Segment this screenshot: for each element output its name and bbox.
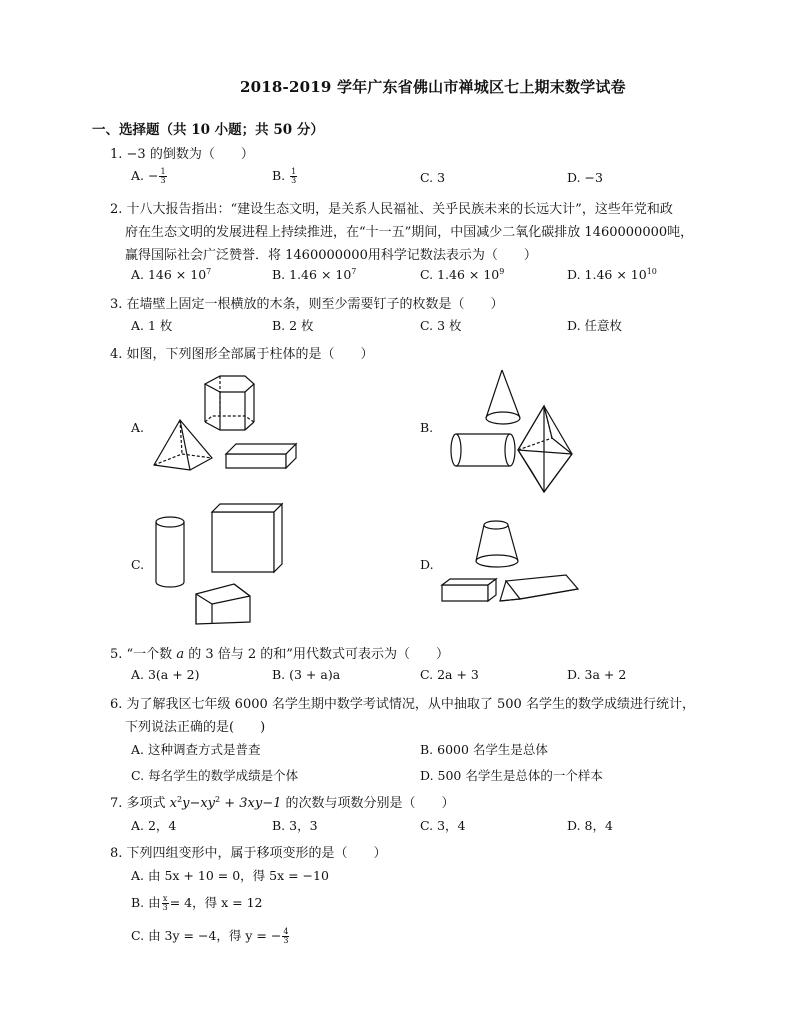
question-3-option-d[interactable]: D. 任意枚 xyxy=(567,318,623,333)
question-8-stem: 8. 下列四组变形中，属于移项变形的是（ ） xyxy=(110,846,387,861)
question-3-option-a[interactable]: A. 1 枚 xyxy=(131,318,173,333)
stem-text: 7. 多项式 xyxy=(110,796,170,811)
exponent: 9 xyxy=(499,267,505,276)
exponent: 10 xyxy=(646,267,657,276)
figure-b-solids xyxy=(440,368,590,488)
question-4-stem: 4. 如图，下列图形全部属于柱体的是（ ） xyxy=(110,347,374,362)
cuboid-shape xyxy=(442,579,496,601)
polynomial-term: x xyxy=(169,796,178,811)
cylinder-shape xyxy=(156,517,184,587)
question-1-option-c[interactable]: C. 3 xyxy=(420,170,446,185)
question-5-stem xyxy=(110,643,449,662)
option-label: B. xyxy=(272,168,290,183)
cuboid-shape xyxy=(226,444,296,468)
cone-shape xyxy=(486,370,520,424)
slanted-prism-shape xyxy=(500,575,578,601)
question-4-option-c[interactable]: C. xyxy=(131,557,145,572)
question-1-option-b[interactable] xyxy=(272,168,298,185)
polynomial-term: + 3xy−1 xyxy=(220,796,282,811)
exponent: 2 xyxy=(215,795,221,804)
fraction xyxy=(282,928,289,945)
question-1-option-a[interactable] xyxy=(131,168,168,185)
figure-a-solids xyxy=(150,370,300,480)
question-7-stem xyxy=(110,792,455,811)
variable: a xyxy=(176,647,185,662)
cylinder-shape xyxy=(451,434,515,466)
numerator: x xyxy=(162,894,168,903)
question-3-stem: 3. 在墙壁上固定一根横放的木条，则至少需要钉子的枚数是（ ） xyxy=(110,297,504,312)
question-2-option-c[interactable] xyxy=(420,267,504,282)
stem-text: 的 3 倍与 2 的和”用代数式可表示为（ ） xyxy=(184,647,449,662)
question-2-option-d[interactable] xyxy=(567,267,657,282)
exponent: 7 xyxy=(351,267,357,276)
option-text: B. 1.46 × 10 xyxy=(272,267,352,282)
question-6-line-1: 6. 为了解我区七年级 6000 名学生期中数学考试情况，从中抽取了 500 名学生的数学成绩进行统计， xyxy=(110,697,695,712)
question-5-option-d[interactable]: D. 3a + 2 xyxy=(567,667,627,682)
denominator: 3 xyxy=(291,176,297,185)
polynomial-term: y−xy xyxy=(182,796,216,811)
question-7-option-b[interactable]: B. 3，3 xyxy=(272,818,318,833)
question-6-option-c[interactable]: C. 每名学生的数学成绩是个体 xyxy=(131,768,299,783)
option-label: A. − xyxy=(131,168,159,183)
question-4-option-a[interactable]: A. xyxy=(131,420,145,435)
question-2-option-a[interactable] xyxy=(131,267,211,282)
frustum-shape xyxy=(476,521,518,567)
question-5-option-b[interactable]: B. (3 + a)a xyxy=(272,667,341,682)
question-1-option-d[interactable]: D. −3 xyxy=(567,170,603,185)
denominator: 3 xyxy=(283,936,289,945)
question-3-option-c[interactable]: C. 3 枚 xyxy=(420,318,462,333)
fraction xyxy=(159,168,166,185)
fraction xyxy=(290,168,297,185)
question-5-option-c[interactable]: C. 2a + 3 xyxy=(420,667,479,682)
option-text: C. 由 3y = −4，得 y = − xyxy=(131,928,282,943)
pyramid-shape xyxy=(154,420,212,470)
question-2-line-3: 赢得国际社会广泛赞誉．将 1460000000用科学记数法表示为（ ） xyxy=(125,248,537,263)
question-8-option-b[interactable] xyxy=(131,893,262,912)
option-text: C. 1.46 × 10 xyxy=(420,267,500,282)
exponent: 2 xyxy=(177,795,183,804)
denominator: 3 xyxy=(162,903,168,912)
question-7-option-c[interactable]: C. 3，4 xyxy=(420,818,466,833)
question-7-option-d[interactable]: D. 8，4 xyxy=(567,818,613,833)
figure-d-solids xyxy=(440,515,590,610)
question-6-option-a[interactable]: A. 这种调查方式是普查 xyxy=(131,742,261,757)
option-text: D. 1.46 × 10 xyxy=(567,267,647,282)
question-2-line-1: 2. 十八大报告指出：“建设生态文明，是关系人民福祉、关乎民族未来的长远大计”，这些年党和政 xyxy=(110,202,673,217)
question-6-option-b[interactable]: B. 6000 名学生是总体 xyxy=(420,742,548,757)
question-7-option-a[interactable]: A. 2，4 xyxy=(131,818,177,833)
numerator: 4 xyxy=(283,927,289,936)
exam-title: 2018-2019 学年广东省佛山市禅城区七上期末数学试卷 xyxy=(240,78,626,96)
question-4-option-d[interactable]: D. xyxy=(420,557,434,572)
question-6-option-d[interactable]: D. 500 名学生是总体的一个样本 xyxy=(420,768,603,783)
question-2-line-2: 府在生态文明的发展进程上持续推进，在“十一五”期间，中国减少二氧化碳排放 1460000000吨， xyxy=(125,225,694,240)
numerator: 1 xyxy=(291,167,297,176)
octahedron-shape xyxy=(518,406,572,492)
question-8-option-a[interactable]: A. 由 5x + 10 = 0，得 5x = −10 xyxy=(131,868,329,883)
question-3-option-b[interactable]: B. 2 枚 xyxy=(272,318,314,333)
question-1-stem: 1. −3 的倒数为（ ） xyxy=(110,147,254,162)
question-2-option-b[interactable] xyxy=(272,267,356,282)
triangular-prism-shape xyxy=(196,584,250,624)
option-text: A. 146 × 10 xyxy=(131,267,207,282)
fraction xyxy=(162,895,169,912)
question-5-option-a[interactable]: A. 3(a + 2) xyxy=(131,667,200,682)
question-8-option-c[interactable] xyxy=(131,926,290,945)
exponent: 7 xyxy=(206,267,212,276)
question-6-line-2: 下列说法正确的是( ) xyxy=(125,720,266,735)
figure-c-solids xyxy=(150,500,300,630)
cube-shape xyxy=(212,504,282,572)
hexagonal-prism-shape xyxy=(205,376,254,430)
numerator: 1 xyxy=(160,167,166,176)
question-4-option-b[interactable]: B. xyxy=(420,420,434,435)
stem-text: 的次数与项数分别是（ ） xyxy=(281,796,455,811)
option-text: = 4，得 x = 12 xyxy=(169,895,263,910)
denominator: 3 xyxy=(160,176,166,185)
section-header: 一、选择题（共 10 小题；共 50 分） xyxy=(92,122,324,138)
option-text: B. 由 xyxy=(131,895,161,910)
stem-text: 5. “一个数 xyxy=(110,647,177,662)
